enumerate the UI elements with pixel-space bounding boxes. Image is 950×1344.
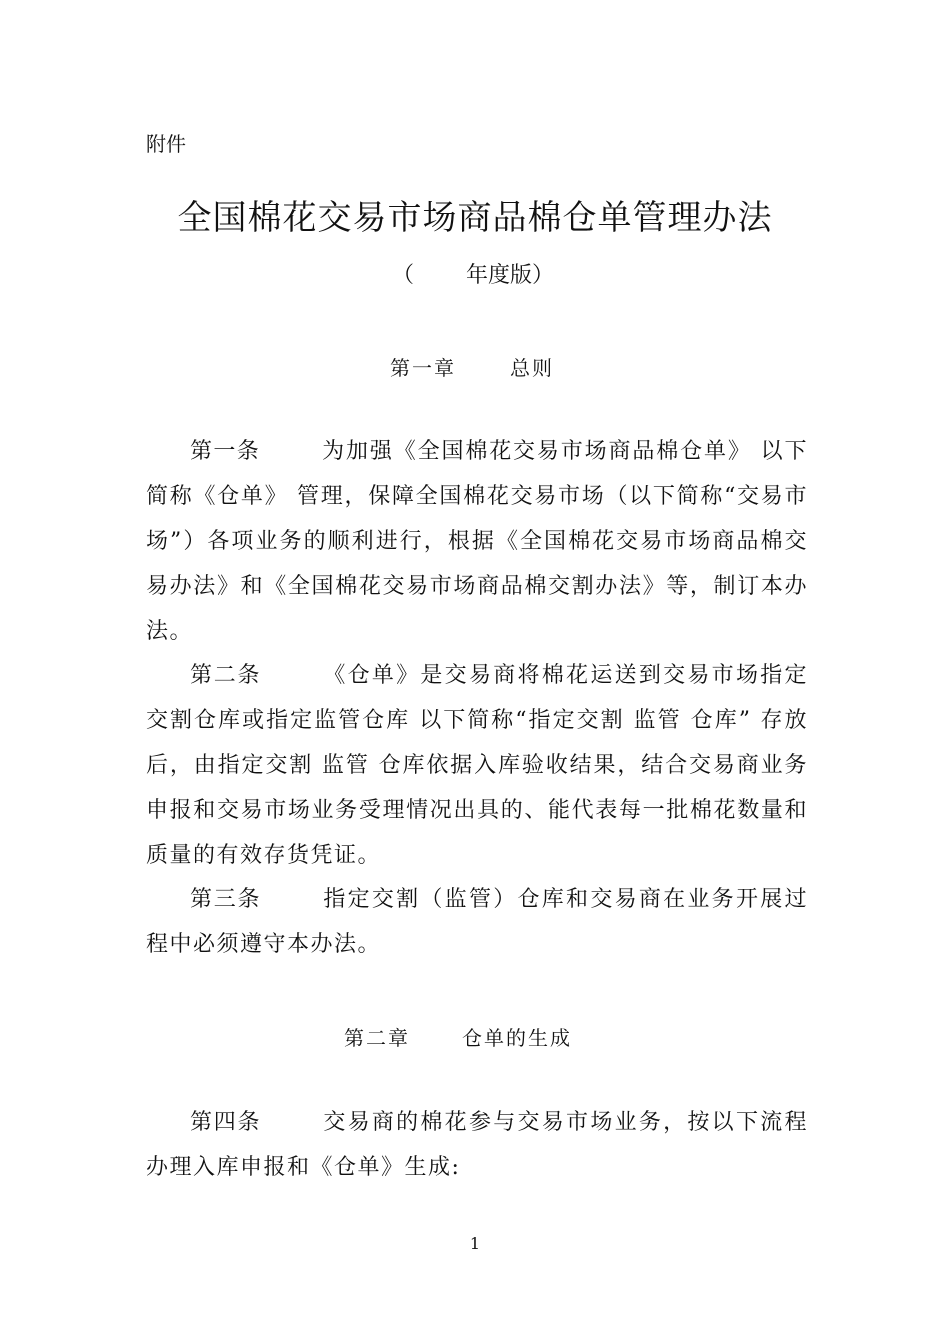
chapter-2-name: 仓单的生成 bbox=[462, 1026, 572, 1050]
chapter-1-name: 总则 bbox=[510, 356, 554, 380]
article-number: 第一条 bbox=[190, 439, 261, 464]
chapter-2-number: 第二章 bbox=[344, 1026, 410, 1050]
subtitle-edition: 年度版） bbox=[466, 263, 555, 288]
article-text: 为加强《全国棉花交易市场商品棉仓单》 以下简称《仓单》 管理，保障全国棉花交易市场（以下简称“交易市场”）各项业务的顺利进行，根据《全国棉花交易市场商品棉交易办法》和《全国棉花交易市场商品棉交割办法》等，制订本办法。 bbox=[146, 439, 808, 644]
article-number: 第三条 bbox=[190, 887, 262, 912]
article-3 bbox=[146, 877, 808, 967]
article-number: 第四条 bbox=[190, 1110, 262, 1135]
chapter-1-number: 第一章 bbox=[390, 356, 456, 380]
article-4 bbox=[146, 1100, 808, 1190]
subtitle-open-paren: （ bbox=[392, 263, 415, 288]
article-text: 《仓单》是交易商将棉花运送到交易市场指定交割仓库或指定监管仓库 以下简称“指定交割 监管 仓库” 存放后，由指定交割 监管 仓库依据入库验收结果，结合交易商业务申报和交易市场业务受理情况出具的、能代表每一批棉花数量和质量的有效存货凭证。 bbox=[146, 663, 808, 868]
article-text: 交易商的棉花参与交易市场业务，按以下流程办理入库申报和《仓单》生成: bbox=[146, 1110, 808, 1180]
document-title: 全国棉花交易市场商品棉仓单管理办法 bbox=[177, 198, 773, 238]
attachment-label: 附件 bbox=[146, 132, 186, 156]
article-1 bbox=[146, 429, 808, 654]
article-2 bbox=[146, 653, 808, 878]
article-text: 指定交割（监管）仓库和交易商在业务开展过程中必须遵守本办法。 bbox=[146, 887, 808, 957]
page-number: 1 bbox=[469, 1234, 481, 1253]
article-number: 第二条 bbox=[190, 663, 262, 688]
